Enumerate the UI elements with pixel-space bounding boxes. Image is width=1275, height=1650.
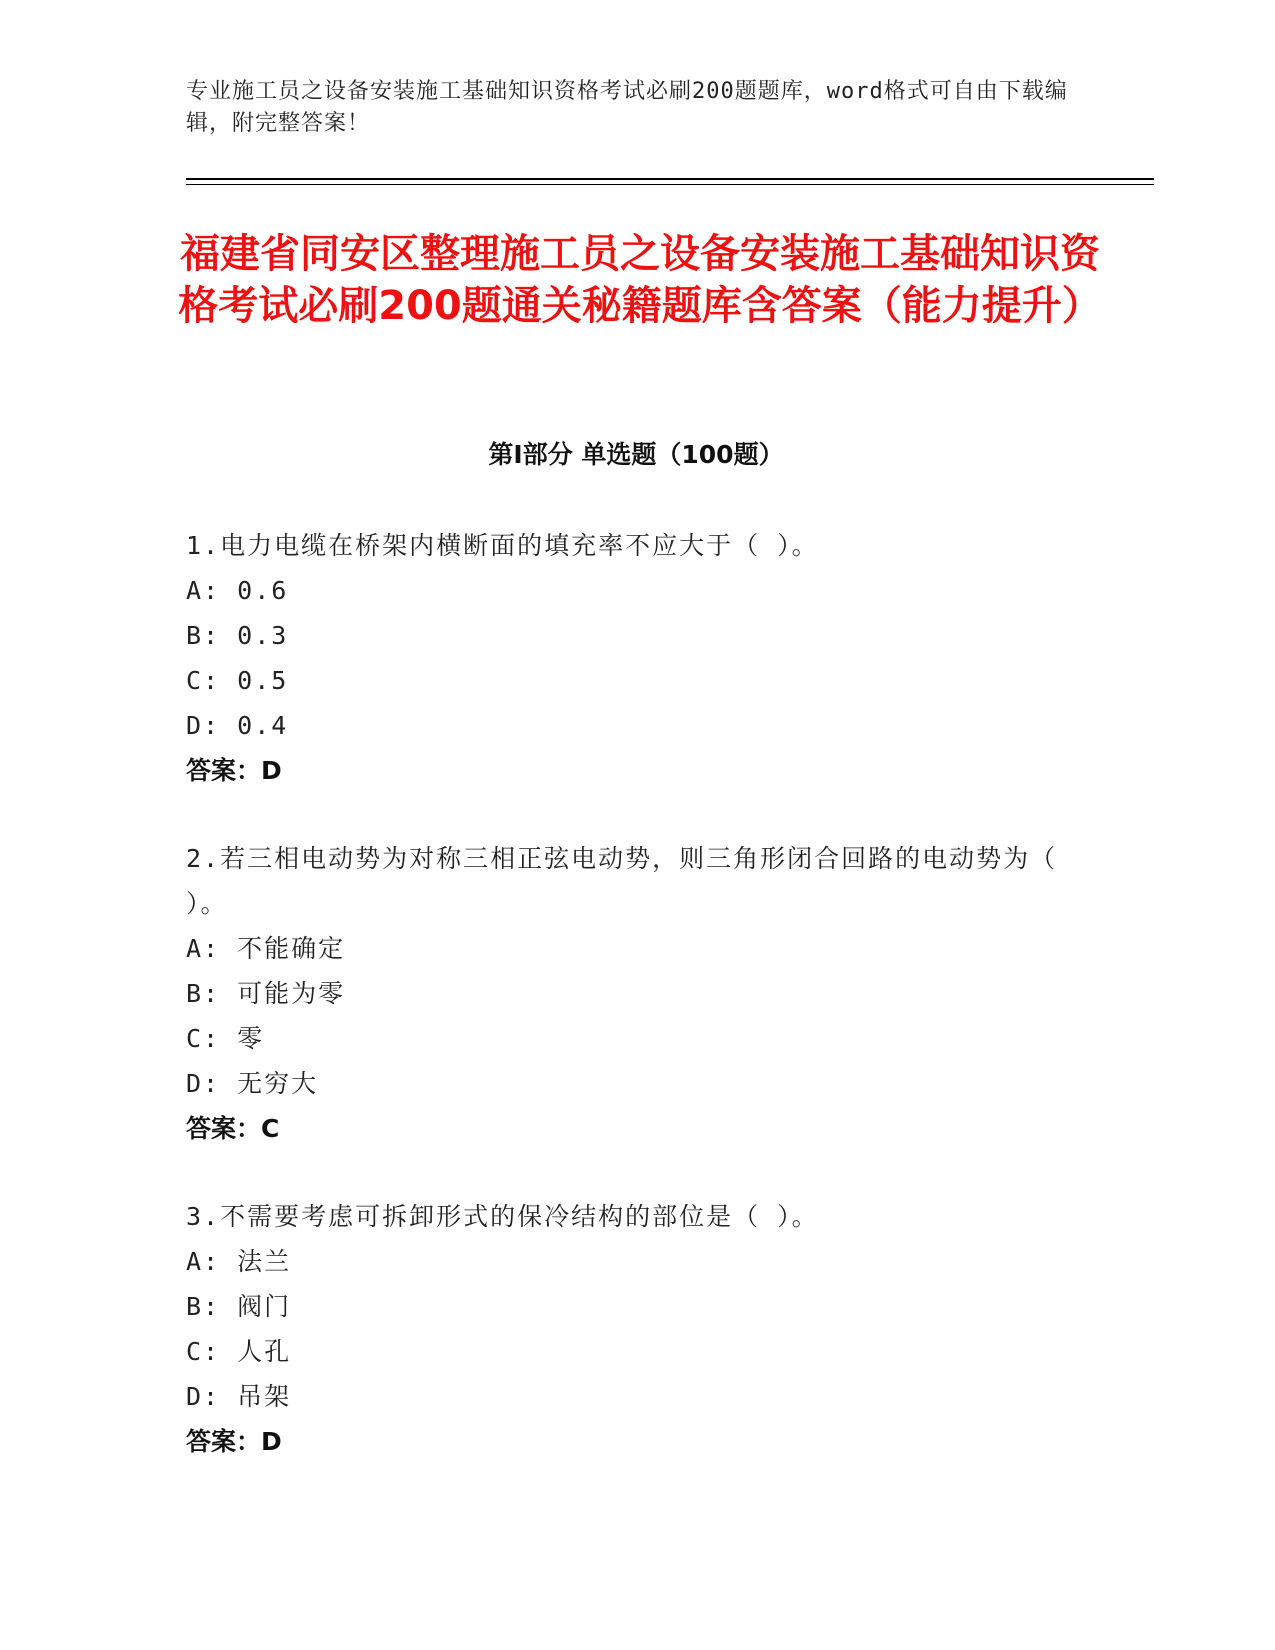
question-2 <box>186 836 1086 1151</box>
header-divider-thin <box>186 184 1154 185</box>
question-3 <box>186 1194 1086 1464</box>
document-title: 福建省同安区整理施工员之设备安装施工基础知识资格考试必刷200题通关秘籍题库含答案（能力提升） <box>178 231 1102 329</box>
question-stem: 3.不需要考虑可拆卸形式的保冷结构的部位是（ ）。 <box>186 1202 819 1231</box>
answer: 答案：D <box>186 1427 282 1456</box>
section-title: 第Ⅰ部分 单选题（100题） <box>488 440 784 469</box>
option-d: D: 无穷大 <box>186 1069 319 1098</box>
option-c: C: 人孔 <box>186 1337 292 1366</box>
option-b: B: 可能为零 <box>186 979 346 1008</box>
option-a: A: 法兰 <box>186 1247 292 1276</box>
option-a: A: 0.6 <box>186 576 289 605</box>
header-note: 专业施工员之设备安装施工基础知识资格考试必刷200题题库，word格式可自由下载编辑，附完整答案！ <box>186 79 1068 136</box>
option-d: D: 吊架 <box>186 1382 292 1411</box>
option-c: C: 0.5 <box>186 666 289 695</box>
option-a: A: 不能确定 <box>186 934 346 963</box>
answer: 答案：C <box>186 1114 280 1143</box>
option-d: D: 0.4 <box>186 711 289 740</box>
option-c: C: 零 <box>186 1024 265 1053</box>
answer: 答案：D <box>186 756 282 785</box>
question-1 <box>186 523 1086 793</box>
option-b: B: 阀门 <box>186 1292 292 1321</box>
option-b: B: 0.3 <box>186 621 289 650</box>
question-stem: 2.若三相电动势为对称三相正弦电动势，则三角形闭合回路的电动势为（ ）。 <box>186 844 1058 918</box>
question-stem: 1.电力电缆在桥架内横断面的填充率不应大于（ ）。 <box>186 531 819 560</box>
header-divider-thick <box>186 178 1154 180</box>
